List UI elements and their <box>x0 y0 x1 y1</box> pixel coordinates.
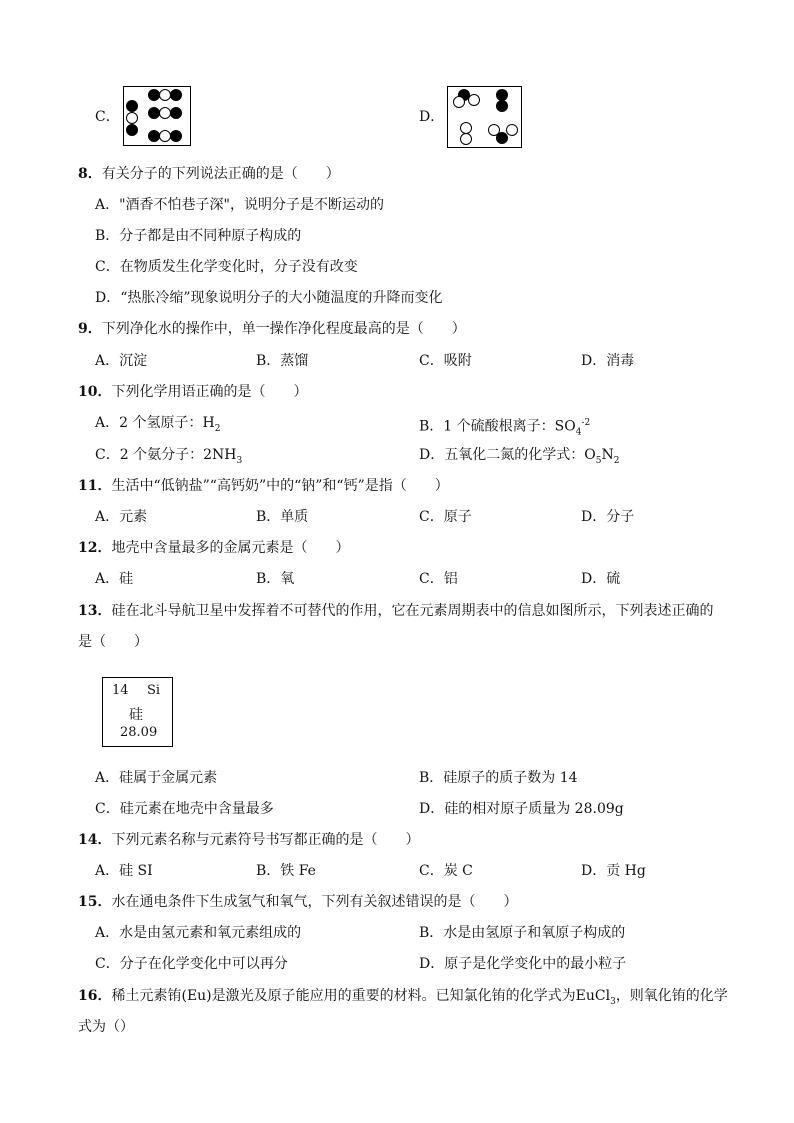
q10-b-sub: 4 <box>575 427 582 438</box>
q9-option-a: A．沉淀 <box>95 353 148 369</box>
q11-option-a: A．元素 <box>95 509 148 525</box>
q9-option-c: C．吸附 <box>419 353 472 369</box>
q8-option-b: B．分子都是由不同种原子构成的 <box>95 228 302 244</box>
q12-text: 地壳中含量最多的金属元素是（ ） <box>111 540 350 556</box>
q12-number: 12． <box>78 540 112 556</box>
q10-d-text: D．五氧化二氮的化学式：O <box>419 447 596 463</box>
q10-c-sub: 3 <box>236 455 243 466</box>
q14-option-c: C．炭 C <box>419 863 473 879</box>
atom-white <box>460 133 472 145</box>
q15-option-c: C．分子在化学变化中可以再分 <box>95 956 288 972</box>
q8-stem <box>78 164 340 184</box>
q14-option-b: B．铁 Fe <box>256 863 316 879</box>
q15-option-a: A．水是由氢元素和氧元素组成的 <box>95 925 302 941</box>
q10-d-mid: N <box>601 447 614 463</box>
q9-number: 9． <box>78 321 102 337</box>
q13-stem-line2: 是（ ） <box>78 634 148 650</box>
atom-white <box>453 96 465 108</box>
q13-option-d: D．硅的相对原子质量为 28.09g <box>419 801 624 817</box>
q16-sub: 3 <box>610 996 616 1007</box>
q12-option-a: A．硅 <box>95 571 134 587</box>
q9-text: 下列净化水的操作中，单一操作净化程度最高的是（ ） <box>101 321 466 337</box>
atom-white <box>506 124 518 136</box>
q10-a-text: A．2 个氢原子：H <box>95 415 215 431</box>
q11-option-b: B．单质 <box>256 509 309 525</box>
atom-black <box>126 124 138 136</box>
q10-option-a <box>95 413 220 439</box>
q13-text: 硅在北斗导航卫星中发挥着不可替代的作用，它在元素周期表中的信息如图所示，下列表述正确的 <box>111 603 714 619</box>
q14-stem <box>78 830 419 850</box>
q8-option-c: C．在物质发生化学变化时，分子没有改变 <box>95 259 358 275</box>
q14-option-a: A．硅 SI <box>95 863 153 879</box>
q12-stem <box>78 538 349 558</box>
q16-text-post: ，则氧化铕的化学 <box>615 988 728 1004</box>
q16-stem-line1 <box>78 986 728 1012</box>
q12-option-c: C．铝 <box>419 571 458 587</box>
q10-option-d <box>419 445 619 471</box>
atom-black <box>496 132 508 144</box>
q10-d-sub2: 2 <box>613 455 620 466</box>
q8-number: 8． <box>78 166 102 182</box>
atom-white <box>468 94 480 106</box>
q10-b-sup: -2 <box>581 418 591 428</box>
q12-option-b: B．氧 <box>256 571 295 587</box>
q7-diagram-d <box>447 86 522 148</box>
q9-stem <box>78 319 466 339</box>
q10-option-b <box>419 413 590 442</box>
element-name: 硅 <box>129 707 143 723</box>
q10-text: 下列化学用语正确的是（ ） <box>111 384 308 400</box>
q16-text: 稀土元素铕(Eu)是激光及原子能应用的重要的材料。已知氯化铕的化学式为EuCl <box>111 988 611 1004</box>
q8-option-d: D．“热胀冷缩”现象说明分子的大小随温度的升降而变化 <box>95 290 443 306</box>
q10-number: 10． <box>78 384 112 400</box>
q10-c-text: C．2 个氨分子：2NH <box>95 447 237 463</box>
q10-a-sub: 2 <box>214 423 221 434</box>
atomic-mass: 28.09 <box>120 725 158 740</box>
q16-stem-line2: 式为（） <box>78 1019 134 1035</box>
atom-black <box>126 100 138 112</box>
q9-option-d: D．消毒 <box>581 353 635 369</box>
q10-option-c <box>95 445 242 471</box>
q16-number: 16． <box>78 988 112 1004</box>
q13-stem-line1 <box>78 601 713 621</box>
q7-option-d-label: D． <box>419 109 445 125</box>
q11-stem <box>78 476 449 496</box>
q8-text: 有关分子的下列说法正确的是（ ） <box>101 166 340 182</box>
q13-option-c: C．硅元素在地壳中含量最多 <box>95 801 274 817</box>
q14-number: 14． <box>78 832 112 848</box>
q15-stem <box>78 892 517 912</box>
q15-option-d: D．原子是化学变化中的最小粒子 <box>419 956 627 972</box>
atom-black <box>170 107 182 119</box>
atom-white <box>126 112 138 124</box>
q15-option-b: B．水是由氢原子和氧原子构成的 <box>419 925 626 941</box>
q14-option-d: D．贡 Hg <box>581 863 646 879</box>
q15-number: 15． <box>78 894 112 910</box>
q11-text: 生活中“低钠盐”“高钙奶”中的“钠”和“钙”是指（ ） <box>111 478 449 494</box>
q13-number: 13． <box>78 603 112 619</box>
q13-option-a: A．硅属于金属元素 <box>95 770 218 786</box>
q11-option-d: D．分子 <box>581 509 635 525</box>
q10-d-sub1: 5 <box>595 455 602 466</box>
element-symbol: Si <box>147 683 161 698</box>
q7-diagram-c <box>123 86 191 146</box>
q7-option-c-label: C． <box>95 109 120 125</box>
atom-black <box>496 100 508 112</box>
q13-option-b: B．硅原子的质子数为 14 <box>419 770 578 786</box>
q11-option-c: C．原子 <box>419 509 472 525</box>
periodic-table-cell-silicon <box>102 677 173 747</box>
q8-option-a: A．"酒香不怕巷子深"，说明分子是不断运动的 <box>95 197 384 213</box>
q11-number: 11． <box>78 478 112 494</box>
atom-black <box>170 89 182 101</box>
q10-b-text: B．1 个硫酸根离子：SO <box>419 418 576 435</box>
atom-black <box>170 130 182 142</box>
q15-text: 水在通电条件下生成氢气和氧气，下列有关叙述错误的是（ ） <box>111 894 518 910</box>
q9-option-b: B．蒸馏 <box>256 353 309 369</box>
q14-text: 下列元素名称与元素符号书写都正确的是（ ） <box>111 832 420 848</box>
atomic-number: 14 <box>112 683 129 698</box>
q10-stem <box>78 382 307 402</box>
q12-option-d: D．硫 <box>581 571 621 587</box>
